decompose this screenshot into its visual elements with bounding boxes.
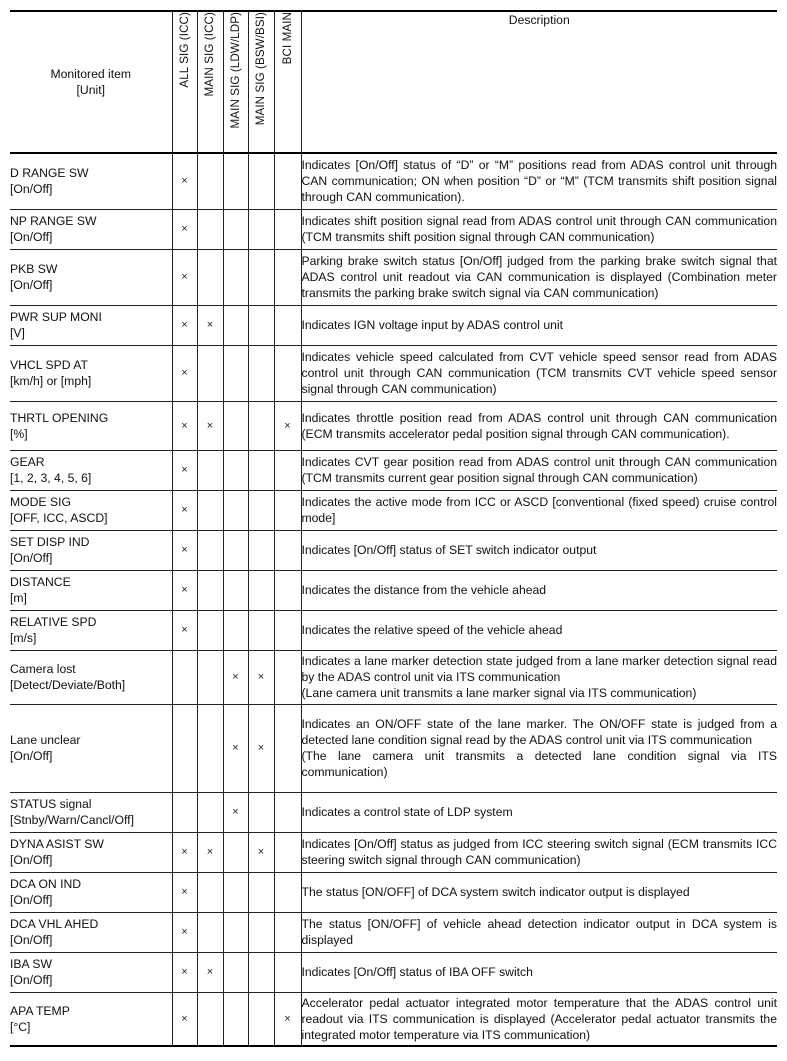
monitored-item-cell	[10, 401, 172, 450]
signal-cell	[248, 401, 274, 450]
table-row	[10, 872, 777, 912]
item-name: NP RANGE SW	[10, 214, 97, 228]
description-text: Indicates a control state of LDP system	[301, 805, 513, 819]
signal-cell	[248, 450, 274, 490]
signal-label: MAIN SIG (BSW/BSI)	[254, 12, 267, 126]
signal-cell	[223, 872, 248, 912]
item-unit: [On/Off]	[10, 853, 53, 867]
signal-cell	[274, 650, 301, 704]
description-cell	[301, 401, 777, 450]
applicable-mark: ×	[181, 319, 188, 331]
item-unit: [°C]	[10, 1019, 31, 1034]
description-text: The status [ON/OFF] of DCA system switch indicator output is displayed	[301, 885, 690, 899]
signal-cell	[172, 912, 197, 952]
signal-label: BCI MAIN	[280, 12, 294, 65]
signal-cell	[223, 912, 248, 952]
signal-cell	[223, 992, 248, 1046]
applicable-mark: ×	[181, 584, 188, 596]
table-row	[10, 249, 777, 305]
description-text: Indicates shift position signal read from ADAS control unit through CAN communication (TCM transmits shift position signal through CAN communication)	[301, 214, 777, 244]
item-unit: [m]	[10, 591, 27, 605]
description-text: Parking brake switch status [On/Off] judged from the parking brake switch signal that ADAS control unit readout via CAN communication is displayed (Combination meter transmits the parking brake switch signal via CAN communication)	[301, 254, 777, 300]
description-text: Indicates the relative speed of the vehicle ahead	[301, 623, 563, 637]
applicable-mark: ×	[232, 806, 239, 818]
signal-header-bci-main	[274, 11, 301, 153]
description-cell	[301, 450, 777, 490]
signal-cell	[223, 704, 248, 792]
monitored-item-cell	[10, 490, 172, 530]
item-name: STATUS signal	[10, 797, 92, 811]
applicable-mark: ×	[284, 1012, 291, 1025]
signal-cell	[223, 249, 248, 305]
description-text: Indicates CVT gear position read from ADAS control unit through CAN communication (TCM transmits current gear position signal through CAN communication)	[301, 455, 777, 485]
signal-cell	[197, 952, 223, 992]
signal-cell	[248, 704, 274, 792]
signal-cell	[274, 249, 301, 305]
description-header: Description	[301, 11, 777, 153]
item-name: VHCL SPD AT	[10, 358, 88, 372]
signal-cell	[172, 450, 197, 490]
table-row	[10, 530, 777, 570]
signal-cell	[197, 912, 223, 952]
item-unit: [1, 2, 3, 4, 5, 6]	[10, 471, 92, 485]
signal-cell	[274, 570, 301, 610]
applicable-mark: ×	[181, 367, 188, 379]
item-unit: [V]	[10, 326, 25, 340]
signal-cell	[223, 610, 248, 650]
item-unit: [On/Off]	[10, 278, 53, 292]
monitored-item-header	[10, 11, 172, 153]
signal-cell	[248, 490, 274, 530]
item-unit: [%]	[10, 426, 28, 441]
item-name: IBA SW	[10, 957, 52, 971]
signal-cell	[248, 792, 274, 832]
signal-cell	[172, 570, 197, 610]
signal-cell	[274, 952, 301, 992]
applicable-mark: ×	[181, 624, 188, 636]
item-name: Lane unclear	[10, 733, 81, 747]
description-cell	[301, 832, 777, 872]
description-text: Indicates [On/Off] status as judged from ICC steering switch signal (ECM transmits ICC steering switch signal through CAN communication)	[301, 837, 777, 867]
signal-cell	[274, 792, 301, 832]
table-row	[10, 153, 777, 209]
item-unit: [OFF, ICC, ASCD]	[10, 511, 108, 525]
signal-cell	[274, 209, 301, 249]
signal-cell	[172, 249, 197, 305]
description-cell	[301, 305, 777, 345]
signal-cell	[197, 249, 223, 305]
signal-cell	[248, 209, 274, 249]
table-row	[10, 832, 777, 872]
signal-cell	[248, 912, 274, 952]
item-unit: [Detect/Deviate/Both]	[10, 678, 126, 692]
signal-cell	[223, 570, 248, 610]
description-text: Indicates [On/Off] status of SET switch indicator output	[301, 543, 597, 557]
item-unit: [On/Off]	[10, 973, 53, 987]
applicable-mark: ×	[181, 846, 188, 858]
signal-cell	[223, 792, 248, 832]
monitored-item-cell	[10, 872, 172, 912]
monitor-item-table	[10, 10, 777, 1047]
monitored-item-cell	[10, 209, 172, 249]
signal-header-main-sig-icc	[197, 11, 223, 153]
signal-cell	[274, 153, 301, 209]
applicable-mark: ×	[232, 742, 239, 754]
signal-cell	[172, 401, 197, 450]
item-name: PWR SUP MONI	[10, 310, 102, 324]
signal-cell	[223, 401, 248, 450]
signal-cell	[172, 305, 197, 345]
signal-cell	[223, 450, 248, 490]
signal-cell	[197, 401, 223, 450]
monitored-item-cell	[10, 650, 172, 704]
applicable-mark: ×	[181, 966, 188, 978]
monitored-item-cell	[10, 992, 172, 1046]
description-cell	[301, 650, 777, 704]
applicable-mark: ×	[181, 1012, 188, 1025]
signal-cell	[172, 792, 197, 832]
item-name: GEAR	[10, 455, 45, 469]
signal-cell	[223, 305, 248, 345]
signal-cell	[248, 650, 274, 704]
signal-cell	[172, 530, 197, 570]
signal-cell	[223, 345, 248, 401]
description-cell	[301, 872, 777, 912]
table-row	[10, 912, 777, 952]
signal-cell	[197, 209, 223, 249]
description-text: Indicates an ON/OFF state of the lane marker. The ON/OFF state is judged from a detected lane condition signal read by the ADAS control unit via ITS communication	[301, 717, 777, 747]
table-row	[10, 610, 777, 650]
applicable-mark: ×	[181, 419, 188, 432]
signal-cell	[274, 305, 301, 345]
description-cell	[301, 530, 777, 570]
signal-cell	[172, 704, 197, 792]
signal-cell	[197, 610, 223, 650]
item-unit: [km/h] or [mph]	[10, 374, 92, 388]
signal-header-main-sig-ldw-ldp	[223, 11, 248, 153]
signal-cell	[197, 650, 223, 704]
signal-cell	[197, 704, 223, 792]
item-unit: [On/Off]	[10, 182, 53, 197]
applicable-mark: ×	[257, 846, 265, 858]
signal-cell	[274, 490, 301, 530]
signal-cell	[274, 912, 301, 952]
monitored-item-label: Monitored item	[50, 67, 132, 81]
signal-cell	[223, 490, 248, 530]
description-text: (Lane camera unit transmits a lane marker signal via ITS communication)	[301, 686, 697, 700]
signal-cell	[248, 832, 274, 872]
signal-cell	[172, 345, 197, 401]
monitored-item-cell	[10, 912, 172, 952]
signal-cell	[248, 570, 274, 610]
signal-cell	[248, 872, 274, 912]
description-cell	[301, 153, 777, 209]
monitored-item-cell	[10, 345, 172, 401]
table-row	[10, 792, 777, 832]
signal-cell	[172, 872, 197, 912]
applicable-mark: ×	[181, 504, 188, 516]
signal-cell	[274, 872, 301, 912]
item-unit: [Stnby/Warn/Cancl/Off]	[10, 813, 134, 827]
monitored-item-cell	[10, 249, 172, 305]
description-text: Indicates the distance from the vehicle ahead	[301, 583, 547, 597]
table-row	[10, 952, 777, 992]
item-unit: [On/Off]	[10, 230, 53, 244]
signal-cell	[172, 610, 197, 650]
item-name: RELATIVE SPD	[10, 615, 97, 629]
monitored-item-cell	[10, 450, 172, 490]
signal-cell	[274, 610, 301, 650]
item-name: D RANGE SW	[10, 166, 89, 181]
signal-cell	[197, 490, 223, 530]
description-cell	[301, 792, 777, 832]
table-row	[10, 570, 777, 610]
signal-cell	[223, 952, 248, 992]
item-name: MODE SIG	[10, 495, 71, 509]
signal-cell	[223, 209, 248, 249]
monitored-item-cell	[10, 530, 172, 570]
description-text: Accelerator pedal actuator integrated motor temperature that the ADAS control unit readout via ITS communication is displayed (Accelerator pedal actuator transmits the integrated motor temperature via ITS communication)	[301, 995, 777, 1042]
description-cell	[301, 345, 777, 401]
applicable-mark: ×	[232, 671, 239, 683]
signal-cell	[172, 209, 197, 249]
header-row	[10, 11, 777, 153]
signal-cell	[248, 305, 274, 345]
monitored-item-cell	[10, 704, 172, 792]
description-cell	[301, 610, 777, 650]
signal-cell	[274, 450, 301, 490]
signal-cell	[197, 570, 223, 610]
signal-cell	[172, 832, 197, 872]
table-row	[10, 209, 777, 249]
signal-cell	[248, 153, 274, 209]
signal-cell	[197, 530, 223, 570]
monitored-item-cell	[10, 832, 172, 872]
signal-cell	[248, 530, 274, 570]
description-text: (The lane camera unit transmits a detected lane condition signal via ITS communication)	[301, 749, 777, 779]
item-name: APA TEMP	[10, 1003, 70, 1018]
signal-cell	[274, 530, 301, 570]
description-text: Indicates a lane marker detection state judged from a lane marker detection signal read by the ADAS control unit via ITS communication	[301, 654, 777, 684]
monitored-item-cell	[10, 570, 172, 610]
signal-cell	[197, 153, 223, 209]
description-cell	[301, 952, 777, 992]
applicable-mark: ×	[206, 966, 214, 978]
applicable-mark: ×	[181, 886, 188, 898]
applicable-mark: ×	[181, 175, 188, 188]
signal-cell	[274, 345, 301, 401]
signal-cell	[248, 952, 274, 992]
applicable-mark: ×	[181, 464, 188, 476]
signal-cell	[223, 153, 248, 209]
description-text: Indicates [On/Off] status of IBA OFF switch	[301, 965, 533, 979]
signal-cell	[274, 401, 301, 450]
unit-label: [Unit]	[76, 83, 105, 97]
signal-cell	[172, 490, 197, 530]
signal-cell	[197, 450, 223, 490]
description-cell	[301, 209, 777, 249]
monitored-item-cell	[10, 153, 172, 209]
signal-cell	[172, 992, 197, 1046]
applicable-mark: ×	[284, 419, 291, 432]
signal-cell	[197, 345, 223, 401]
item-name: DISTANCE	[10, 575, 71, 589]
signal-label: MAIN SIG (ICC)	[203, 12, 216, 97]
item-unit: [On/Off]	[10, 749, 53, 763]
item-name: DYNA ASIST SW	[10, 837, 104, 851]
table-row	[10, 992, 777, 1046]
item-name: THRTL OPENING	[10, 410, 109, 425]
signal-cell	[197, 872, 223, 912]
monitored-item-cell	[10, 610, 172, 650]
item-unit: [m/s]	[10, 631, 37, 645]
signal-header-main-sig-bsw-bsi	[248, 11, 274, 153]
applicable-mark: ×	[181, 271, 188, 283]
table-row	[10, 450, 777, 490]
applicable-mark: ×	[257, 671, 265, 683]
item-unit: [On/Off]	[10, 551, 53, 565]
signal-cell	[172, 153, 197, 209]
signal-label: MAIN SIG (LDW/LDP)	[228, 12, 242, 129]
applicable-mark: ×	[206, 846, 214, 858]
table-row	[10, 401, 777, 450]
description-cell	[301, 570, 777, 610]
table-row	[10, 305, 777, 345]
description-text: Indicates vehicle speed calculated from CVT vehicle speed sensor read from ADAS control unit through CAN communication (TCM transmits CVT vehicle speed sensor signal through CAN communication)	[301, 350, 777, 396]
signal-header-all-sig-icc	[172, 11, 197, 153]
signal-label: ALL SIG (ICC)	[177, 12, 191, 88]
signal-cell	[248, 610, 274, 650]
item-unit: [On/Off]	[10, 933, 53, 947]
signal-cell	[197, 832, 223, 872]
signal-cell	[248, 345, 274, 401]
description-text: Indicates IGN voltage input by ADAS control unit	[301, 318, 563, 332]
signal-cell	[274, 832, 301, 872]
applicable-mark: ×	[181, 223, 188, 235]
signal-cell	[197, 792, 223, 832]
signal-cell	[197, 992, 223, 1046]
applicable-mark: ×	[257, 742, 265, 754]
signal-cell	[223, 650, 248, 704]
item-name: PKB SW	[10, 262, 58, 276]
description-cell	[301, 912, 777, 952]
applicable-mark: ×	[206, 419, 214, 432]
table-row	[10, 490, 777, 530]
signal-cell	[274, 704, 301, 792]
item-name: DCA VHL AHED	[10, 917, 99, 931]
description-cell	[301, 704, 777, 792]
signal-cell	[223, 832, 248, 872]
item-name: SET DISP IND	[10, 535, 90, 549]
item-unit: [On/Off]	[10, 893, 53, 907]
description-cell	[301, 992, 777, 1046]
item-name: Camera lost	[10, 662, 76, 676]
signal-cell	[248, 992, 274, 1046]
table-row	[10, 650, 777, 704]
applicable-mark: ×	[206, 319, 214, 331]
monitored-item-cell	[10, 305, 172, 345]
item-name: DCA ON IND	[10, 877, 82, 891]
description-text: Indicates [On/Off] status of “D” or “M” positions read from ADAS control unit through CAN communication; ON when position “D” or “M” (TCM transmits shift position signal through CAN communication).	[301, 158, 777, 205]
signal-cell	[172, 650, 197, 704]
description-text: Indicates throttle position read from ADAS control unit through CAN communication (ECM transmits accelerator pedal position signal through CAN communication).	[301, 410, 777, 441]
description-cell	[301, 249, 777, 305]
monitored-item-cell	[10, 952, 172, 992]
applicable-mark: ×	[181, 544, 188, 556]
description-text: Indicates the active mode from ICC or ASCD [conventional (fixed speed) cruise control mode]	[301, 495, 777, 525]
signal-cell	[197, 305, 223, 345]
description-text: The status [ON/OFF] of vehicle ahead detection indicator output in DCA system is displayed	[301, 917, 777, 947]
signal-cell	[172, 952, 197, 992]
table-row	[10, 345, 777, 401]
signal-cell	[248, 249, 274, 305]
signal-cell	[223, 530, 248, 570]
applicable-mark: ×	[181, 926, 188, 938]
signal-cell	[274, 992, 301, 1046]
description-cell	[301, 490, 777, 530]
monitored-item-cell	[10, 792, 172, 832]
table-row	[10, 704, 777, 792]
